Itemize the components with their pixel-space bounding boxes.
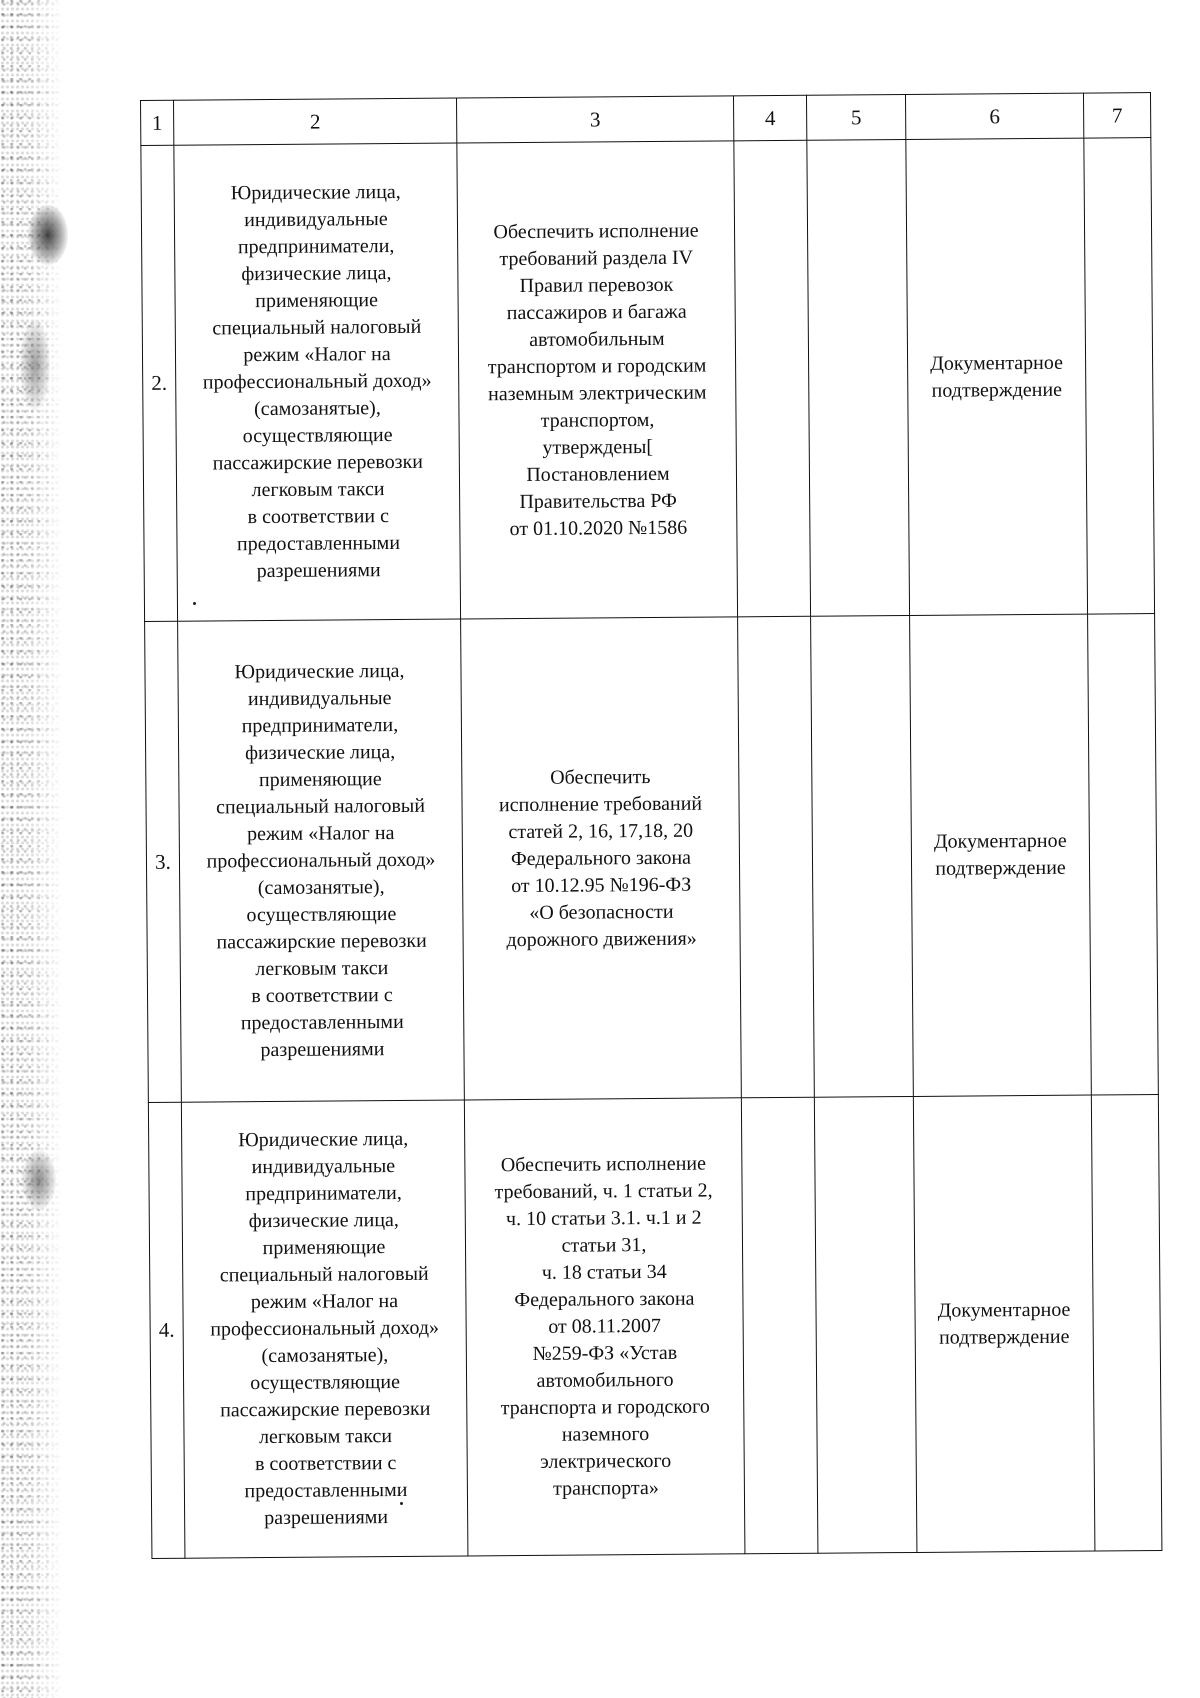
header-cell-7: 7 [1083,93,1150,139]
subject-cell: Юридические лица, индивидуальные предприниматели, физические лица, применяющие специальный налоговый режим «Налог на профессиональный доход» (самозанятые), осуществляющие пассажирские перевозки легковым такси в соответствии с предоставленными разрешениями [181,1100,468,1558]
col7-cell [1088,614,1159,1096]
confirmation-cell: Документарное подтверждение [913,1095,1095,1552]
requirements-table [140,92,1162,1559]
header-cell-1: 1 [141,100,174,145]
table-row [141,138,1155,622]
col4-cell [738,616,815,1098]
col5-cell [814,1096,917,1553]
col5-cell [811,615,914,1097]
header-cell-4: 4 [733,95,806,141]
table-row [145,614,1159,1103]
subject-cell: Юридические лица, индивидуальные предприниматели, физические лица, применяющие специальный налоговый режим «Налог на профессиональный доход» (самозанятые), осуществляющие пассажирские перевозки легковым такси в соответствии с предоставленными разрешениями [174,143,461,621]
header-cell-2: 2 [174,98,457,145]
header-cell-6: 6 [905,93,1083,139]
scan-blot [28,205,68,265]
requirement-cell: Обеспечить исполнение требований, ч. 1 статьи 2, ч. 10 статьи 3.1. ч.1 и 2 статьи 31, ч. 18 статьи 34 Федерального закона от 08.11.2007 №259-ФЗ «Устав автомобильного транспорта и городского наземного электрического транспорта» [464,1098,745,1556]
subject-cell: Юридические лица, индивидуальные предприниматели, физические лица, применяющие специальный налоговый режим «Налог на профессиональный доход» (самозанятые), осуществляющие пассажирские перевозки легковым такси в соответствии с предоставленными разрешениями [178,619,465,1102]
scan-blot [22,1150,56,1210]
requirement-cell: Обеспечить исполнение требований статей 2, 16, 17,18, 20 Федерального закона от 10.12.95 №196-ФЗ «О безопасности дорожного движения» [461,617,742,1100]
confirmation-cell: Документарное подтверждение [910,614,1092,1096]
requirement-cell: Обеспечить исполнение требований раздела IV Правил перевозок пассажиров и багажа автомобильным транспортом и городским наземным электрическим транспортом, утверждены[ Постановлением Правительства РФ от 01.10.2020 №1586 [457,141,738,619]
col7-cell [1091,1095,1162,1552]
confirmation-cell: Документарное подтверждение [906,138,1088,615]
col4-cell [741,1097,818,1554]
header-cell-3: 3 [456,96,733,143]
header-row [141,93,1151,146]
row-number: 4. [148,1102,185,1558]
row-number: 3. [145,621,182,1102]
header-cell-5: 5 [806,94,905,140]
col5-cell [807,139,910,616]
col4-cell [734,140,811,617]
row-number: 2. [141,145,178,621]
col7-cell [1084,138,1155,615]
table-row [148,1095,1162,1559]
scan-blot [20,320,50,410]
